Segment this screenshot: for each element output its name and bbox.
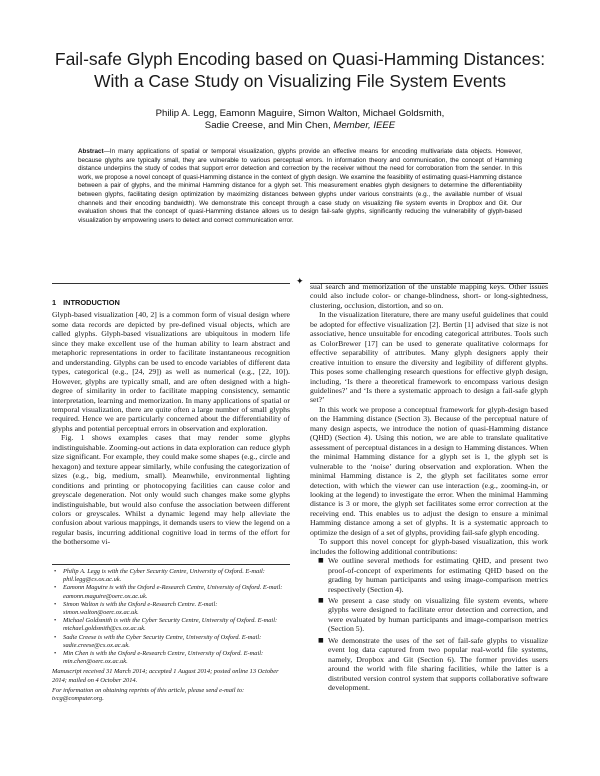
authors-line-1: Philip A. Legg, Eamonn Maguire, Simon Walton, Michael Goldsmith, bbox=[155, 108, 445, 119]
affiliation-item: • Simon Walton is with the Oxford e-Research Centre. E-mail: simon.walton@oerc.ox.ac.uk. bbox=[63, 601, 290, 617]
footnotes bbox=[52, 564, 290, 703]
right-paragraph-3: In this work we propose a conceptual framework for glyph-design based on the Hamming distance (Section 3). Because of the perceptual nature of many design aspects, we introduce the notion of quasi-Hamming distance (QHD) (Section 4). Using this notion, we are able to translate qualitative assessment of perceptual distances in a design to Hamming distances. When the minimal Hamming distance for a glyph set is 1, the glyph set is vulnerable to the ‘noise’ during observation and exploration. When the minimal Hamming distance is 2, the glyph set facilitates some error detection, with which the viewer can use interaction (e.g., zooming-in, or looking at the legend) to investigate the error. When the minimal Hamming distance is 3 or more, the glyph set facilitates some error correction at the receiving end. This enables us to adjust the design to ensure a minimal Hamming distance among a set of glyphs. It is a systematic approach to optimize the design of a set of glyphs, providing fail-safe glyph encoding. bbox=[310, 404, 548, 537]
affiliation-item: • Michael Goldsmith is with the Cyber Security Centre, University of Oxford. E-mail: michael.goldsmith@cs.ox.ac.uk. bbox=[63, 617, 290, 633]
separator-line-left bbox=[52, 283, 290, 284]
section-title: INTRODUCTION bbox=[63, 298, 120, 307]
abstract-text: —In many applications of spatial or temporal visualization, glyphs provide an effective means for encoding multivariate data objects. However, because glyphs are typically small, they are vulnerable to various perceptual errors. In information theory and communication, the concept of Hamming distance underpins the study of codes that support error detection and correction by the receiver without the need for corroboration from the sender. In this work, we propose a novel concept of quasi-Hamming distance in the context of glyph design. We examine the feasibility of estimating quasi-Hamming distance between a pair of glyphs, and the minimal Hamming distance for a glyph set. This measurement enables glyph designers to determine the differentiability between glyphs, facilitating design optimization by maximizing distances between glyphs under various constraints (e.g., the available number of visual channels and their encoding bandwidth). We demonstrate this concept through a case study on visualizing file system events in Dropbox and Git. Our evaluation shows that the concept of quasi-Hamming distance allows us to design fail-safe glyphs, significantly reducing the vulnerability of glyph-based visualization by empowering users to detect and correct communication error. bbox=[78, 148, 522, 224]
author-list bbox=[60, 108, 540, 132]
section-heading bbox=[52, 298, 290, 307]
right-paragraph-1: sual search and memorization of the unstable mapping keys. Other issues could also include color- or change-blindness, short- or long-sightedness, clustering, occlusion, distortion, and so on. bbox=[310, 282, 548, 310]
abstract-label: Abstract bbox=[78, 148, 104, 155]
intro-paragraph-1: Glyph-based visualization [40, 2] is a common form of visual design where some data records are depicted by pre-defined visual objects, which are called glyphs. Glyph-based visualizations are ubiquitous in modern life since they make excellent use of the human ability to learn abstract and metaphoric representations in order to facilitate instantaneous recognition and understanding. Glyphs can be used to encode variables of different data types, categorical (e.g., [24, 29]) as well as numerical (e.g., [22, 10]). However, glyphs are typically small, and are often designed with a high-degree of similarity in order to facilitate mapping consistency, semantic interpretation, learning and memorization. In many applications of spatial or temporal visualization, there are quite often a large number of small glyphs required. Hence we are particularly concerned about the differentiability of glyphs and potential perceptual errors in observation and exploration. bbox=[52, 310, 290, 433]
title-line-2: With a Case Study on Visualizing File System Events bbox=[93, 71, 507, 91]
affiliation-item: • Sadie Creese is with the Cyber Security Centre, University of Oxford. E-mail: sadie.creese@cs.ox.ac.uk. bbox=[63, 634, 290, 650]
author-membership: Member, IEEE bbox=[333, 120, 396, 131]
contribution-list bbox=[310, 556, 548, 692]
manuscript-note: Manuscript received 31 March 2014; accepted 1 August 2014; posted online 13 October 2014; mailed on 4 October 2014. bbox=[52, 668, 279, 684]
authors-line-2-names: Sadie Creese, and Min Chen, bbox=[204, 120, 331, 131]
paper-title bbox=[40, 48, 560, 92]
affiliation-item: • Min Chen is with the Oxford e-Research Centre, University of Oxford. E-mail: min.chen@oerc.ox.ac.uk. bbox=[63, 650, 290, 666]
contribution-item: ■ We present a case study on visualizing file system events, where glyphs were designed to facilitate error detection and correction, and were evaluated by human participants and image-comparison metrics (Section 5). bbox=[328, 596, 548, 634]
authors-line-2 bbox=[60, 120, 540, 132]
abstract bbox=[78, 148, 522, 225]
left-column bbox=[52, 298, 290, 547]
footnote-rule bbox=[52, 564, 290, 565]
affiliation-item: • Eamonn Maguire is with the Oxford e-Research Centre, University of Oxford. E-mail: eamonn.maguire@oerc.ox.ac.uk. bbox=[63, 584, 290, 600]
section-number: 1 bbox=[52, 298, 57, 307]
right-column bbox=[310, 282, 548, 692]
intro-paragraph-2: Fig. 1 shows examples cases that may render some glyphs indistinguishable. Zooming-out actions in data exploration can reduce glyph size significant. For example, they could make some shapes (e.g., circle and hexagon) and texture appear similarly, while confusing the categorization of sizes (e.g., big, medium, small). Meanwhile, environmental lighting conditions and printing or photocopying facilities can cause color and greyscale degeneration. Not only would such changes make some glyphs indistinguishable, but would also confuse the association between different colors or greyscales. Whilst a dynamic legend may help alleviate the confusion about various mappings, it demands users to view the legend on a regular basis, incurring additional cognitive load in terms of the effort for the bothersome vi- bbox=[52, 433, 290, 547]
separator-diamond-icon: ✦ bbox=[296, 277, 304, 287]
contribution-item: ■ We demonstrate the uses of the set of fail-safe glyphs to visualize event log data captured from two popular real-world file systems, namely, Dropbox and Git (Section 6). The former provides users around the world with file sharing facilities, while the latter is a distributed version control system that supports collaborative software development. bbox=[328, 636, 548, 693]
affiliation-list bbox=[52, 568, 290, 666]
contribution-item: ■ We outline several methods for estimating QHD, and present two proof-of-concept of experiments for estimating QHD based on the grading by human participants and using image-comparison metrics respectively (Section 4). bbox=[328, 556, 548, 594]
right-paragraph-2: In the visualization literature, there are many useful guidelines that could be adopted for effective visualization [2]. Bertin [1] advised that size is not associative, hence unsuitable for encoding categorical attributes. Tools such as ColorBrewer [17] can be used to generate qualitative colormaps for effective separability of attributes. Many glyph designers apply their creative intuition to ensure the diversity and legibility of different glyphs. This poses some challenging research questions for effective glyph design, including, ‘Is there a theoretical framework to encompass various design guidelines?’ and ‘Is there a systematic approach to design a fail-safe glyph set?’ bbox=[310, 310, 548, 405]
reprints-note: For information on obtaining reprints of this article, please send e-mail to: tvcg@computer.org. bbox=[52, 686, 245, 703]
title-line-1: Fail-safe Glyph Encoding based on Quasi-Hamming Distances: bbox=[54, 49, 546, 69]
right-paragraph-4: To support this novel concept for glyph-based visualization, this work includes the following additional contributions: bbox=[310, 537, 548, 556]
affiliation-item: • Philip A. Legg is with the Cyber Security Centre, University of Oxford. E-mail: phil.legg@cs.ox.ac.uk. bbox=[63, 568, 290, 584]
